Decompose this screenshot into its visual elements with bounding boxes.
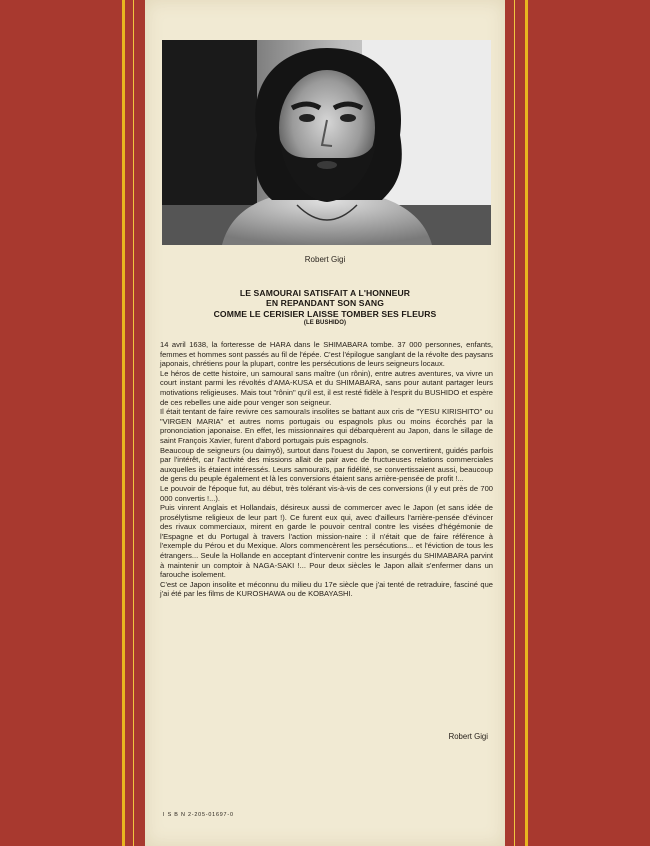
paragraph: Le pouvoir de l'époque fut, au début, très tolérant vis-à-vis de ces conversions (il y eut près de 700 000 convertis !...). — [160, 483, 493, 503]
quote-source: (LE BUSHIDO) — [303, 319, 347, 326]
paragraph: Il était tentant de faire revivre ces samouraïs insolites se battant aux cris de "YESU KIRISHITO" ou "VIRGEN MARIA" et autres noms portugais ou espagnols plus ou moins écorchés par la prononciation japonaise. En effet, les missionnaires qui débarquèrent au Japon, dans le sillage de saint François Xavier, furent d'abord portugais puis espagnols. — [160, 407, 493, 445]
paragraph: Puis vinrent Anglais et Hollandais, désireux aussi de commercer avec le Japon (et sans idée de prosélytisme religieux de leur part !). Ce furent eux qui, avec d'ailleurs l'arrière-pensée d'évincer des rivaux commerciaux, mirent en garde le pouvoir central contre les visées d'hégémonie de l'Espagne et du Portugal à travers l'action mission-naire : il n'était que de faire référence à l'exemple du Pérou et du Mexique. Alors commencèrent les persécutions... et l'éviction de tous les étrangers... Seule la Hollande en acceptant d'intervenir contre les insurgés du SHIMABARA parvint à maintenir un comptoir à NAGA-SAKI !... Pour deux siècles le Japon allait s'enfermer dans un farouche isolement. — [160, 503, 493, 580]
left-gold-stripe-outer — [122, 0, 125, 846]
quote-line-1: LE SAMOURAI SATISFAIT A L'HONNEUR — [239, 288, 411, 298]
bushido-quote — [145, 288, 505, 327]
back-cover-panel — [145, 0, 505, 846]
isbn-number: I S B N 2-205-01697-0 — [163, 812, 234, 818]
left-gold-stripe-inner — [133, 0, 134, 846]
paragraph: C'est ce Japon insolite et méconnu du milieu du 17e siècle que j'ai tenté de retraduire, fasciné que j'ai été par les films de KUROSHAWA ou de KOBAYASHI. — [160, 579, 493, 599]
author-photo — [162, 40, 491, 245]
right-gold-stripe-outer — [525, 0, 528, 846]
quote-line-3: COMME LE CERISIER LAISSE TOMBER SES FLEURS — [213, 308, 437, 319]
photo-caption: Robert Gigi — [304, 255, 346, 264]
paragraph: 14 avril 1638, la forteresse de HARA dans le SHIMABARA tombe. 37 000 personnes, enfants, femmes et hommes sont passés au fil de l'épée. C'est l'épilogue sanglant de la révolte des paysans japonais, chrétiens pour la plupart, contre les persécutions de leurs seigneurs locaux. — [160, 340, 493, 369]
paragraph: Le héros de cette histoire, un samouraï sans maître (un rônin), entre autres aventures, va vivre un court instant parmi les révoltés d'AMA-KUSA et du SHIMABARA, sans pour autant partager leurs motivations religieuses. Mais tout "rônin" qu'il est, il est resté fidèle à l'esprit du BUSHIDO et espère de ces rebelles une aide pour venger son seigneur. — [160, 368, 493, 407]
paragraph: Beaucoup de seigneurs (ou daimyô), surtout dans l'ouest du Japon, se convertirent, guidés parfois par l'intérêt, car l'activité des missions allait de pair avec de fructueuses relations commerciales auxquelles ils étaient intéressés. Leurs samouraïs, par fidélité, se convertissaient aussi, beaucoup de gens du peuple également et là les conversions étaient sans arrière-pensée de profit !... — [160, 445, 493, 484]
right-gold-stripe-inner — [514, 0, 515, 846]
author-portrait-image — [162, 40, 491, 245]
quote-line-2: EN REPANDANT SON SANG — [266, 298, 384, 309]
preface-text — [160, 340, 493, 599]
author-signature: Robert Gigi — [448, 732, 488, 741]
